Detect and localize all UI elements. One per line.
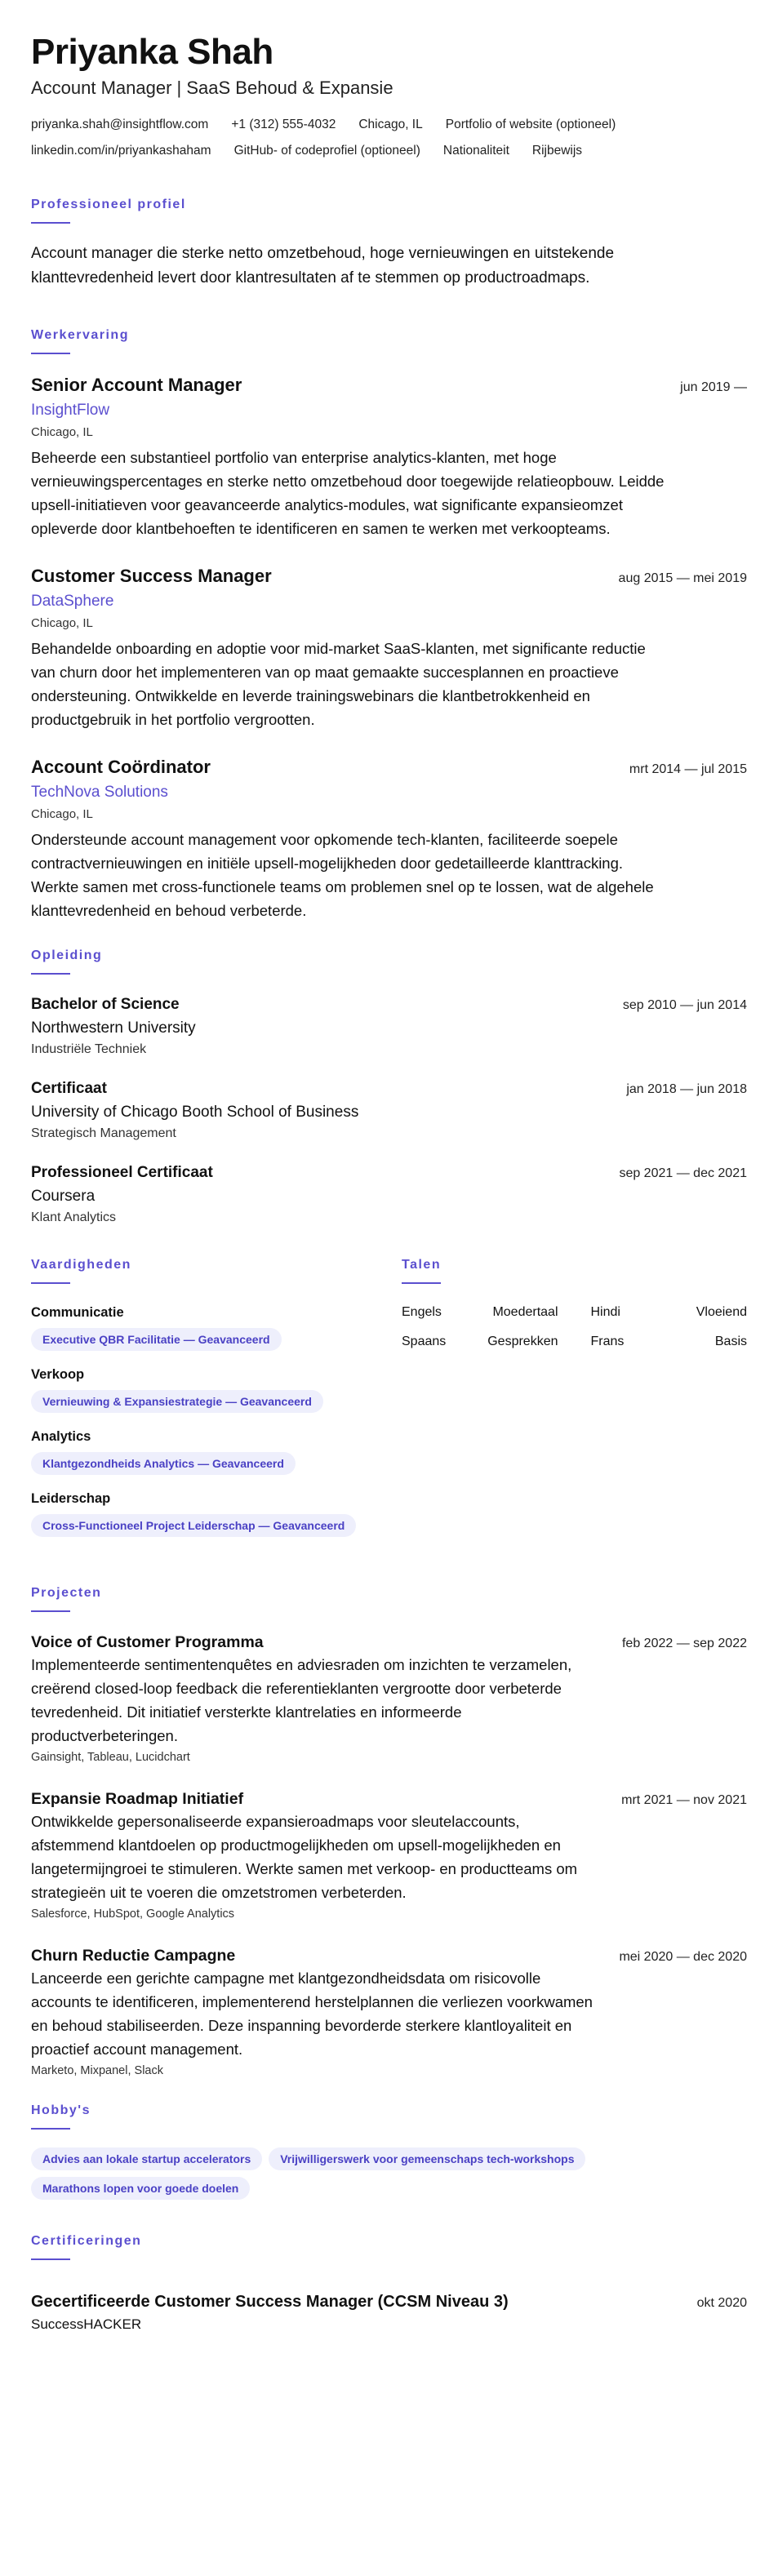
education-degree: Certificaat [31,1080,107,1097]
skill-category: Communicatie [31,1305,124,1320]
language-item [591,1333,748,1351]
language-name: Spaans [402,1335,447,1348]
skill-category: Analytics [31,1429,91,1444]
language-level: Moedertaal [492,1305,558,1319]
section-title: Certificeringen [31,2234,142,2248]
job-company: InsightFlow [31,402,110,419]
section-divider [31,1610,70,1612]
job-description: Ondersteunde account management voor opkomende tech-klanten, faciliteerde soepele contractvernieuwingen en initiële upsell-mogelijkheden door gedetailleerde klanttracking. Werkte samen met cross-functionele teams om problemen snel op te lossen, wat de algehele klanttevredenheid en behoud verbeterde. [31,831,654,919]
job-location: Chicago, IL [31,425,93,439]
certification-title: Gecertificeerde Customer Success Manager (CCSM Niveau 3) [31,2293,509,2311]
education-section [31,947,747,1227]
certification-date: okt 2020 [696,2296,747,2310]
contact-email: priyanka.shah@insightflow.com [31,118,209,131]
language-level: Gesprekken [487,1335,558,1348]
project-date: mei 2020 — dec 2020 [619,1950,747,1964]
project-date: mrt 2021 — nov 2021 [621,1793,747,1807]
skills-languages-row [31,1256,747,1552]
experience-section [31,326,747,922]
projects-section [31,1584,747,2079]
language-item [591,1304,748,1321]
skill-pill: Cross-Functioneel Project Leiderschap — Geavanceerd [31,1514,356,1537]
section-title: Vaardigheden [31,1258,131,1272]
project-tools: Marketo, Mixpanel, Slack [31,2064,163,2077]
language-name: Hindi [590,1305,620,1319]
project-description: Ontwikkelde gepersonaliseerde expansieroadmaps voor sleutelaccounts, afstemmend klantdoelen op productmogelijkheden om upsell-mogelijkheden en langetermijngroei te stimuleren. Werkte samen met verkoop- en productteams om strategieën uit te voeren die omzetstromen verbeterden. [31,1813,578,1901]
project-description: Implementeerde sentimentenquêtes en adviesraden om inzichten te verzamelen, creërend closed-loop feedback die referentieklanten vergrootte door verbeterde tevredenheid. Dit initiatief versterkte klantrelaties en informeerde productverbeteringen. [31,1656,572,1744]
section-title: Projecten [31,1586,102,1600]
job-entry [31,565,747,731]
education-entry [31,1078,747,1143]
job-title: Senior Account Manager [31,375,242,395]
education-school: University of Chicago Booth School of Business [31,1104,359,1121]
contact-phone: +1 (312) 555-4032 [231,118,336,131]
education-school: Northwestern University [31,1019,196,1037]
skill-group [31,1304,402,1351]
section-divider [31,222,70,224]
job-date: jun 2019 — [680,380,747,394]
project-entry [31,1632,747,1765]
job-entry [31,374,747,540]
language-level: Basis [714,1335,747,1348]
contact-github: GitHub- of codeprofiel (optioneel) [233,144,420,158]
section-divider [31,973,70,975]
contact-portfolio: Portfolio of website (optioneel) [445,118,616,131]
skill-group [31,1490,402,1537]
section-title: Opleiding [31,948,103,962]
education-date: sep 2021 — dec 2021 [619,1166,747,1180]
project-title: Voice of Customer Programma [31,1633,264,1651]
skill-pill: Vernieuwing & Expansiestrategie — Geavanceerd [31,1390,323,1413]
project-entry [31,1788,747,1922]
job-location: Chicago, IL [31,807,93,821]
profile-section [31,196,747,291]
hobbies-section [31,2102,747,2200]
job-description: Behandelde onboarding en adoptie voor mid-market SaaS-klanten, met significante reductie van churn door het implementeren van op maat gemaakte succesplannen en proactieve ondersteuning. Ontwikkelde en leverde trainingswebinars die klantbetrokkenheid en productgebruik in het portfolio vergrootten. [31,640,646,728]
education-entry [31,1162,747,1227]
contact-license: Rijbewijs [531,144,583,158]
project-description: Lanceerde een gerichte campagne met klantgezondheidsdata om risicovolle accounts te identificeren, implementerend herstelplannen die verliezen voorkwamen en behoud stabiliseerden. Deze inspanning bevorderde sterkere klantloyaliteit en proactief account management. [31,1970,593,2058]
project-entry [31,1945,747,2079]
education-field: Klant Analytics [31,1210,117,1224]
certifications-section [31,2232,747,2334]
education-degree: Professioneel Certificaat [31,1164,213,1181]
language-item [402,1333,558,1351]
profile-summary: Account manager die sterke netto omzetbehoud, hoge vernieuwingen en uitstekende klanttevredenheid levert door klantresultaten af te stemmen op productroadmaps. [31,245,615,286]
project-title: Churn Reductie Campagne [31,1947,236,1965]
education-field: Strategisch Management [31,1126,176,1140]
section-divider [31,1282,70,1284]
language-item [402,1304,558,1321]
job-company: TechNova Solutions [31,784,168,801]
job-description: Beheerde een substantieel portfolio van enterprise analytics-klanten, met hoge vernieuwingspercentages en sterke netto omzetbehoud door toegewijde relatieopbouw. Leidde upsell-initiatieven voor geavanceerde analytics-modules, wat significante expansieomzet opleverde door klantbehoeften te identificeren en samen te werken met verkoopteams. [31,449,665,537]
section-divider [31,353,70,354]
languages-section [402,1256,747,1552]
education-date: sep 2010 — jun 2014 [622,998,747,1012]
education-degree: Bachelor of Science [31,996,180,1013]
hobby-pill: Advies aan lokale startup accelerators [31,2147,262,2170]
section-title: Talen [402,1258,442,1272]
job-location: Chicago, IL [31,616,93,630]
contact-location: Chicago, IL [358,118,423,131]
project-title: Expansie Roadmap Initiatief [31,1790,244,1808]
project-tools: Salesforce, HubSpot, Google Analytics [31,1908,235,1921]
job-title: Customer Success Manager [31,566,272,586]
job-title: Account Coördinator [31,757,211,777]
certification-entry [31,2291,747,2334]
project-tools: Gainsight, Tableau, Lucidchart [31,1751,190,1764]
section-title: Werkervaring [31,328,129,342]
project-date: feb 2022 — sep 2022 [621,1637,747,1650]
section-divider [31,2128,70,2130]
education-school: Coursera [31,1188,96,1205]
education-entry [31,994,747,1059]
job-entry [31,756,747,922]
candidate-name: Priyanka Shah [31,32,273,72]
contact-nationality: Nationaliteit [442,144,509,158]
job-date: mrt 2014 — jul 2015 [629,762,747,776]
skill-pill: Executive QBR Facilitatie — Geavanceerd [31,1328,282,1351]
job-date: aug 2015 — mei 2019 [618,571,747,585]
language-name: Frans [590,1335,625,1348]
contact-linkedin: linkedin.com/in/priyankashaham [31,144,211,158]
resume-header [31,31,747,160]
hobby-pill: Vrijwilligerswerk voor gemeenschaps tech-workshops [269,2147,585,2170]
certification-issuer: SuccessHACKER [31,2316,142,2332]
section-title: Hobby's [31,2103,91,2117]
language-name: Engels [402,1305,442,1319]
section-divider [31,2258,70,2260]
section-divider [402,1282,441,1284]
skill-group [31,1366,402,1413]
education-date: jan 2018 — jun 2018 [626,1082,747,1096]
hobby-pill: Marathons lopen voor goede doelen [31,2177,250,2200]
education-field: Industriële Techniek [31,1042,147,1056]
skill-pill: Klantgezondheids Analytics — Geavanceerd [31,1452,296,1475]
language-level: Vloeiend [696,1305,747,1319]
skill-category: Leiderschap [31,1491,111,1506]
candidate-headline: Account Manager | SaaS Behoud & Expansie [31,78,393,98]
skill-group [31,1428,402,1475]
skills-section [31,1256,402,1552]
job-company: DataSphere [31,593,114,610]
contact-info [31,116,747,160]
skill-category: Verkoop [31,1367,85,1382]
section-title: Professioneel profiel [31,198,186,211]
